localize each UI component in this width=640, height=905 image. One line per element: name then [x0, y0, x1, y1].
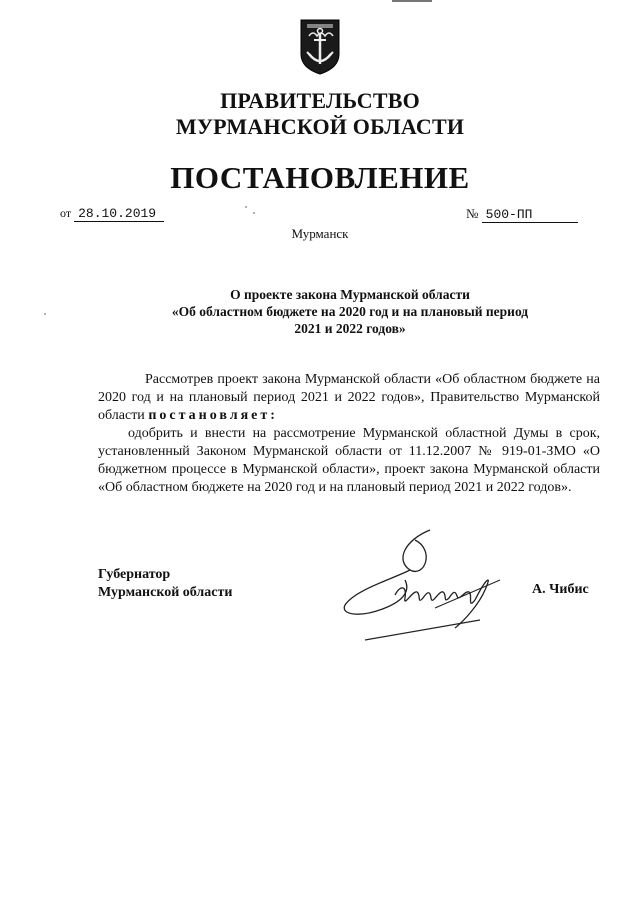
city: Мурманск	[291, 226, 349, 241]
paragraph-1-text: Рассмотрев проект закона Мурманской области «Об областном бюджете на 2020 год и на плановый период 2021 и 2022 годов», Правительство Мурманской области	[98, 372, 600, 423]
signer-position-line1: Губернатор	[98, 567, 171, 582]
coat-of-arms-icon	[295, 16, 345, 76]
scan-edge-mark	[392, 0, 432, 2]
number-value: 500-ПП	[482, 207, 578, 223]
signer-position-line2: Мурманской области	[98, 585, 233, 600]
number-prefix: №	[466, 206, 479, 221]
signer-name: А. Чибис	[532, 582, 589, 597]
organization-name-line2: МУРМАНСКОЙ ОБЛАСТИ	[175, 114, 465, 139]
date-value: 28.10.2019	[74, 206, 164, 222]
title-line1: О проекте закона Мурманской области	[230, 287, 470, 302]
handwritten-signature-icon	[335, 520, 515, 660]
date-prefix: от	[60, 206, 72, 220]
title-line3: 2021 и 2022 годов»	[294, 321, 406, 336]
signer-position	[98, 566, 232, 602]
paragraph-1	[98, 371, 600, 425]
organization-name-line1: ПРАВИТЕЛЬСТВО	[220, 88, 420, 113]
document-number	[466, 206, 578, 223]
paragraph-2: одобрить и внести на рассмотрение Мурманской областной Думы в срок, установленный Законом Мурманской области от 11.12.2007 № 919-01-ЗМО «О бюджетном процессе в Мурманской области», проект закона Мурманской области «Об областном бюджете на 2020 год и на плановый период 2021 и 2022 годов».	[98, 426, 600, 495]
title-line2: «Об областном бюджете на 2020 год и на плановый период	[171, 304, 529, 319]
scan-speck	[245, 206, 247, 208]
document-date	[60, 206, 164, 222]
scan-speck	[253, 212, 255, 214]
document-type: ПОСТАНОВЛЕНИЕ	[170, 160, 470, 195]
decree-word: постановляет:	[148, 408, 278, 423]
scan-speck	[44, 313, 46, 315]
